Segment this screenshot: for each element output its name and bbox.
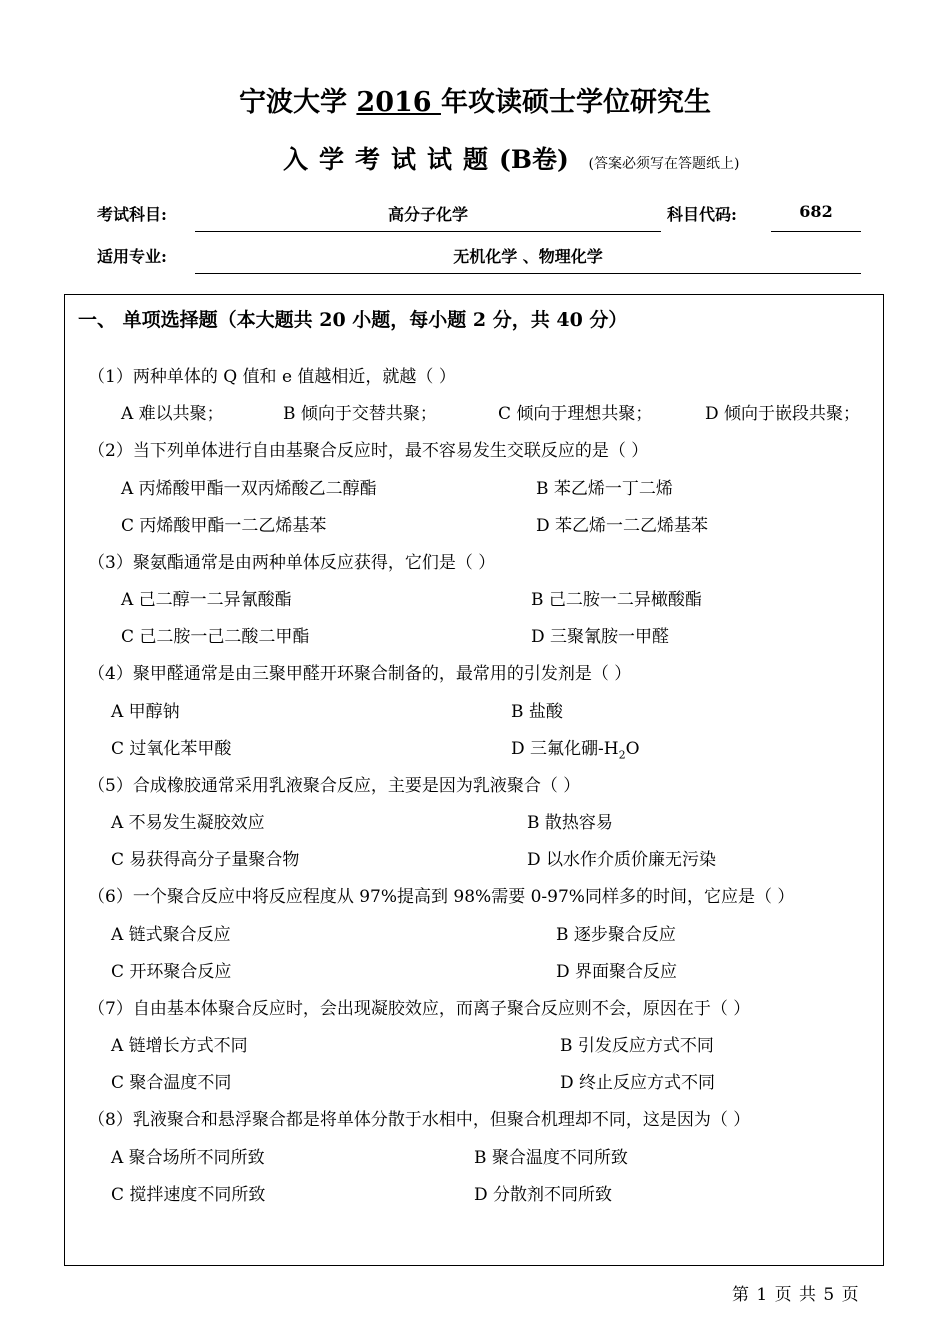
option: B 苯乙烯一丁二烯 [536, 479, 673, 499]
question-stem: （4）聚甲醛通常是由三聚甲醛开环聚合制备的，最常用的引发剂是（ ） [88, 664, 632, 684]
option: A 丙烯酸甲酯一双丙烯酸乙二醇酯 [121, 479, 377, 499]
option: A 链式聚合反应 [111, 925, 231, 945]
option: B 倾向于交替共聚； [283, 404, 437, 424]
option: D 终止反应方式不同 [560, 1073, 716, 1093]
option: B 散热容易 [527, 813, 613, 833]
title-year: 2016 [356, 87, 441, 118]
option: C 聚合温度不同 [111, 1073, 232, 1093]
question-stem: （8）乳液聚合和悬浮聚合都是将单体分散于水相中，但聚合机理却不同，这是因为（ ） [88, 1110, 751, 1130]
option: C 开环聚合反应 [111, 962, 232, 982]
question-stem: （3）聚氨酯通常是由两种单体反应获得，它们是（ ） [88, 553, 496, 573]
major-underline [195, 273, 861, 274]
option: A 己二醇一二异氰酸酯 [121, 590, 292, 610]
option: A 链增长方式不同 [111, 1036, 248, 1056]
option: D 以水作介质价廉无污染 [527, 850, 717, 870]
option: A 甲醇钠 [111, 702, 180, 722]
option: C 丙烯酸甲酯一二乙烯基苯 [121, 516, 327, 536]
option: C 己二胺一己二酸二甲酯 [121, 627, 310, 647]
question-stem: （2）当下列单体进行自由基聚合反应时，最不容易发生交联反应的是（ ） [88, 441, 649, 461]
section-title: 一、 单项选择题（本大题共 20 小题，每小题 2 分，共 40 分） [78, 309, 628, 331]
title-suffix: 年攻读硕士学位研究生 [440, 87, 711, 118]
question-stem: （1）两种单体的 Q 值和 e 值越相近，就越（ ） [88, 367, 456, 387]
option: D 分散剂不同所致 [474, 1185, 613, 1205]
exam-subtitle [283, 140, 739, 176]
exam-title [0, 80, 950, 119]
paper-version: (B卷) [499, 145, 569, 174]
subject-label: 考试科目: [97, 205, 167, 224]
page-number: 第 1 页 共 5 页 [732, 1285, 860, 1305]
question-stem: （7）自由基本体聚合反应时，会出现凝胶效应，而离子聚合反应则不会，原因在于（ ） [88, 999, 751, 1019]
title-prefix: 宁波大学 [239, 87, 357, 118]
question-stem: （6）一个聚合反应中将反应程度从 97%提高到 98%需要 0-97%同样多的时间，它应是（ ） [88, 887, 795, 907]
option: A 聚合场所不同所致 [111, 1148, 265, 1168]
option: B 逐步聚合反应 [556, 925, 676, 945]
option-text: O [625, 739, 640, 759]
code-value: 682 [799, 202, 833, 221]
code-label: 科目代码: [667, 205, 737, 224]
option: A 难以共聚； [121, 404, 224, 424]
major-value: 无机化学 、物理化学 [453, 247, 603, 266]
code-underline [771, 231, 861, 232]
option: A 不易发生凝胶效应 [111, 813, 265, 833]
subtitle-text: 入学考试试题 [283, 145, 500, 174]
subject-value: 高分子化学 [387, 205, 468, 224]
major-label: 适用专业: [97, 247, 167, 266]
option-text: D 三氟化硼-H [511, 739, 619, 759]
option: C 搅拌速度不同所致 [111, 1185, 266, 1205]
option: D 三聚氰胺一甲醛 [531, 627, 670, 647]
option: B 己二胺一二异橄酸酯 [531, 590, 702, 610]
option: B 盐酸 [511, 702, 563, 722]
subject-underline [195, 231, 661, 232]
option: B 引发反应方式不同 [560, 1036, 714, 1056]
option: C 易获得高分子量聚合物 [111, 850, 300, 870]
option: C 倾向于理想共聚； [498, 404, 653, 424]
option: C 过氧化苯甲酸 [111, 739, 232, 759]
option [511, 734, 640, 761]
answer-note: (答案必须写在答题纸上) [588, 156, 740, 172]
question-stem: （5）合成橡胶通常采用乳液聚合反应，主要是因为乳液聚合（ ） [88, 776, 581, 796]
option: B 聚合温度不同所致 [474, 1148, 628, 1168]
option: D 倾向于嵌段共聚； [705, 404, 861, 424]
option: D 苯乙烯一二乙烯基苯 [536, 516, 709, 536]
option: D 界面聚合反应 [556, 962, 678, 982]
subscript: 2 [618, 748, 626, 762]
